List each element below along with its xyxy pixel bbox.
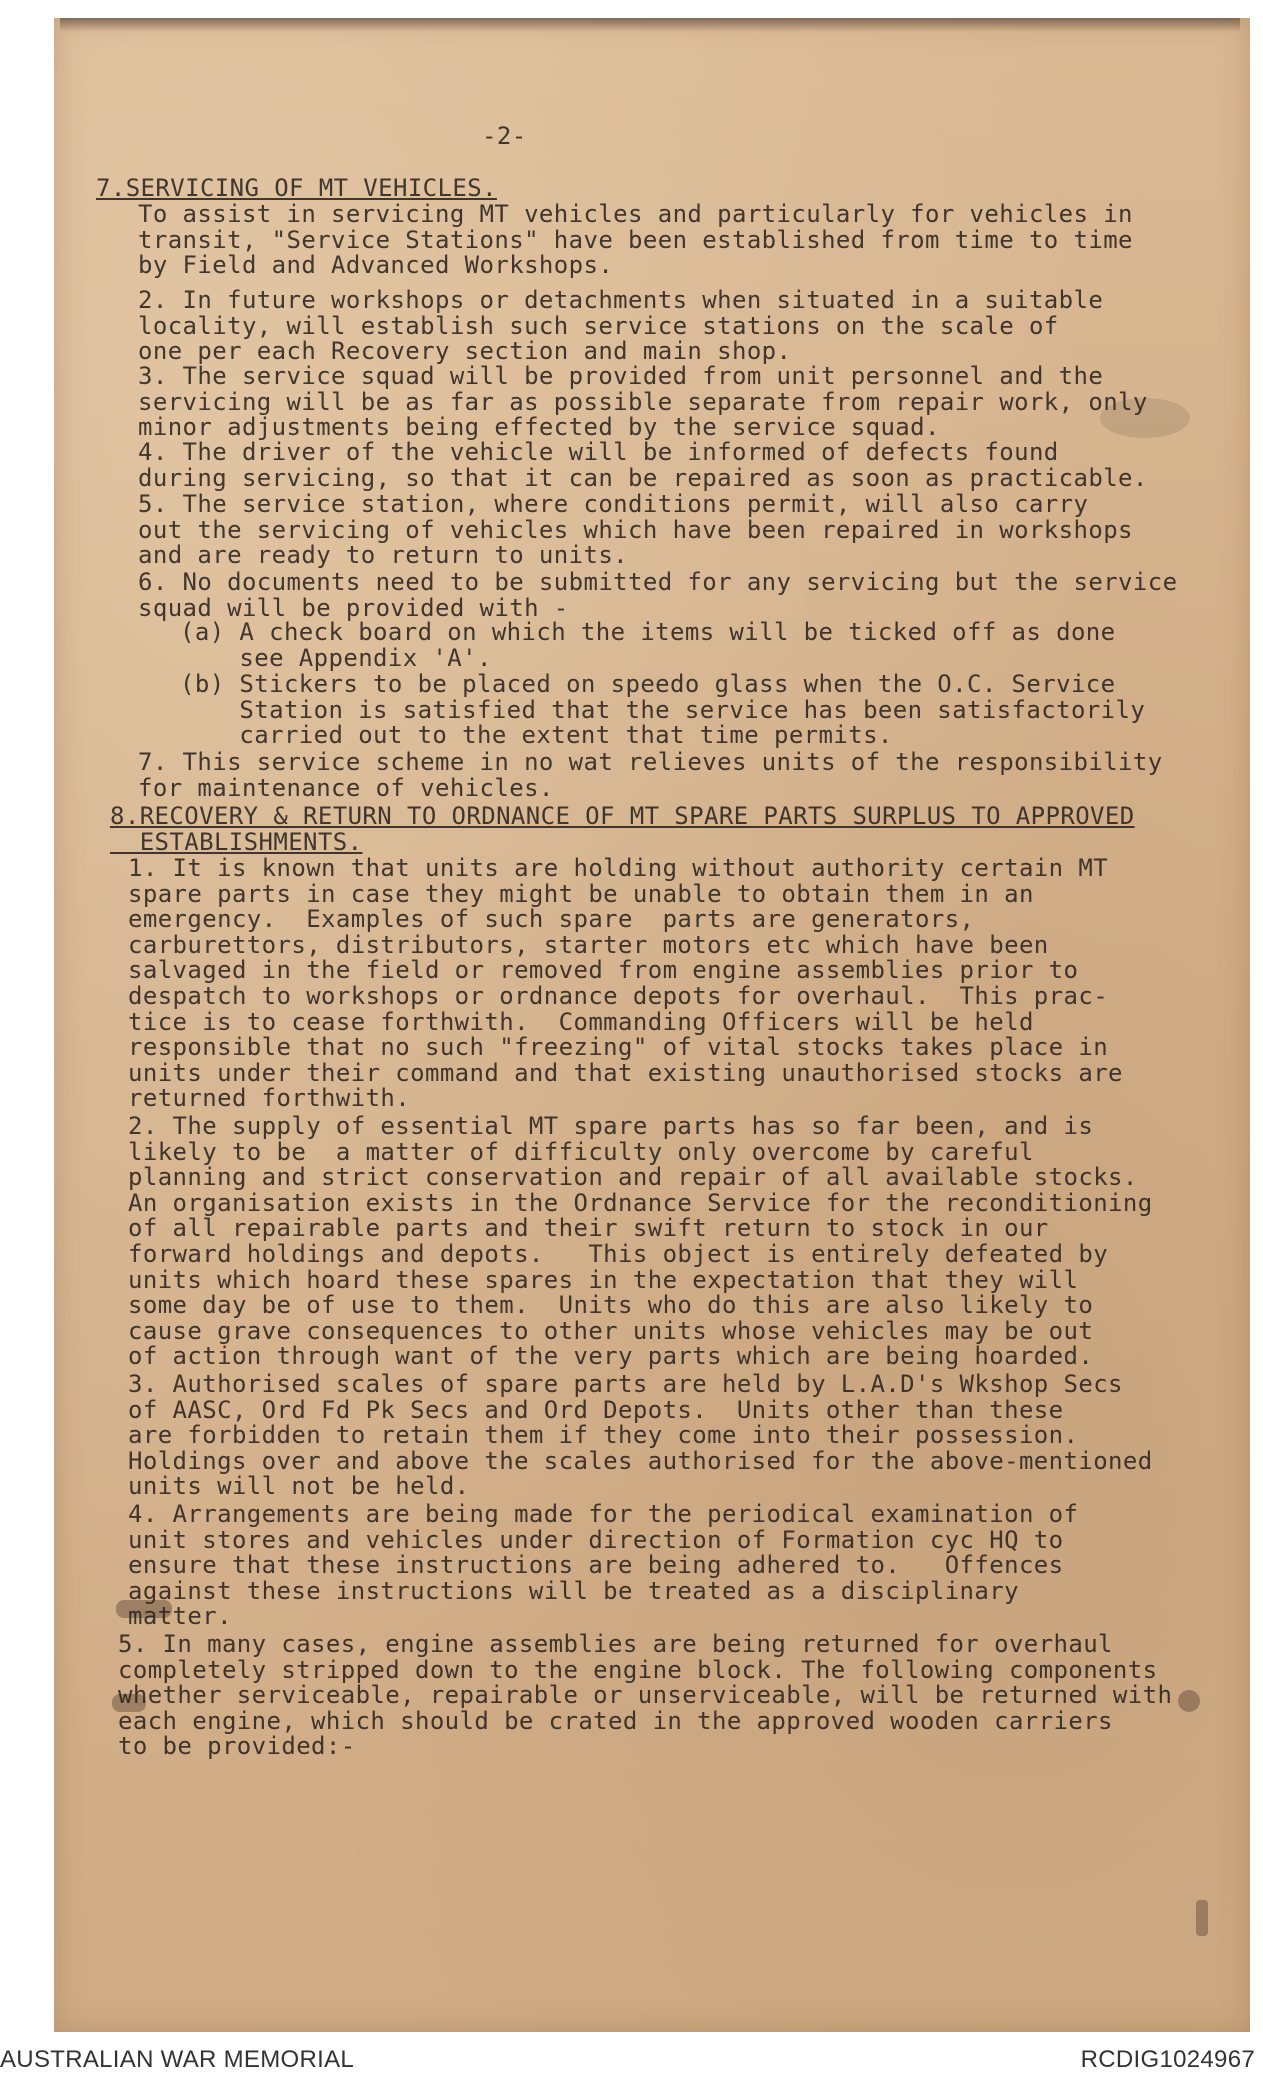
section-7-paragraph-5: 5. The service station, where conditions permit, will also carry out the servicing of vehicles which have been repaired in workshops and are ready to return to units. bbox=[138, 490, 1133, 570]
section-8-heading: 8.RECOVERY & RETURN TO ORDNANCE OF MT SPARE PARTS SURPLUS TO APPROVED ESTABLISHMENTS. bbox=[110, 802, 1135, 856]
section-7-paragraph-1: To assist in servicing MT vehicles and particularly for vehicles in transit, "Service Stations" have been established from time to time by Field and Advanced Workshops. bbox=[138, 200, 1133, 280]
section-7-item-b: (b) Stickers to be placed on speedo glass when the O.C. Service Station is satisfied that the service has been satisfactorily carried out to the extent that time permits. bbox=[180, 670, 1146, 750]
ink-blot bbox=[1178, 1690, 1200, 1712]
section-7-paragraph-6: 6. No documents need to be submitted for any servicing but the service squad will be provided with - bbox=[138, 568, 1178, 622]
section-8-paragraph-1: 1. It is known that units are holding without authority certain MT spare parts in case they might be unable to obtain them in an emergency. Examples of such spare parts are generators, carburettors, distributors, starter motors etc which have been salvaged in the field or removed from engine assemblies prior to despatch to workshops or ordnance depots for overhaul. This prac- tice is to cease forthwith. Commanding Officers will be held responsible that no such "freezing" of vital stocks takes place in units under their command and that existing unauthorised stocks are returned forthwith. bbox=[128, 854, 1123, 1113]
section-7-paragraph-4: 4. The driver of the vehicle will be informed of defects found during servicing, so that it can be repaired as soon as practicable. bbox=[138, 438, 1148, 492]
ink-blot bbox=[1196, 1900, 1208, 1936]
section-8-paragraph-4: 4. Arrangements are being made for the periodical examination of unit stores and vehicles under direction of Formation cyc HQ to ensure that these instructions are being adhered to. Offences against these instructions will be treated as a disciplinary matter. bbox=[128, 1500, 1079, 1631]
section-8-paragraph-5: 5. In many cases, engine assemblies are being returned for overhaul completely stripped down to the engine block. The following components whether serviceable, repairable or unserviceable, will be returned with each engine, which should be crated in the approved wooden carriers to be provided:- bbox=[118, 1630, 1173, 1761]
section-8-paragraph-3: 3. Authorised scales of spare parts are held by L.A.D's Wkshop Secs of AASC, Ord Fd Pk Secs and Ord Depots. Units other than these are forbidden to retain them if they come into their possession. Holdings over and above the scales authorised for the above-mentioned units will not be held. bbox=[128, 1370, 1153, 1501]
section-7-paragraph-3: 3. The service squad will be provided from unit personnel and the servicing will be as far as possible separate from repair work, only minor adjustments being effected by the service squad. bbox=[138, 362, 1148, 442]
section-8-paragraph-2: 2. The supply of essential MT spare parts has so far been, and is likely to be a matter of difficulty only overcome by careful planning and strict conservation and repair of all available stocks. An organisation exists in the Ordnance Service for the reconditioning of all repairable parts and their swift return to stock in our forward holdings and depots. This object is entirely defeated by units which hoard these spares in the expectation that they will some day be of use to them. Units who do this are also likely to cause grave consequences to other units whose vehicles may be out of action through want of the very parts which are being hoarded. bbox=[128, 1112, 1153, 1371]
section-7-paragraph-7: 7. This service scheme in no wat relieves units of the responsibility for maintenance of vehicles. bbox=[138, 748, 1163, 802]
section-7-paragraph-2: 2. In future workshops or detachments when situated in a suitable locality, will establish such service stations on the scale of one per each Recovery section and main shop. bbox=[138, 286, 1104, 366]
section-7-item-a: (a) A check board on which the items will be ticked off as done see Appendix 'A'. bbox=[180, 618, 1116, 672]
footer-source-label: AUSTRALIAN WAR MEMORIAL bbox=[0, 2046, 355, 2073]
footer-catalog-id: RCDIG1024967 bbox=[1080, 2046, 1255, 2073]
paper-top-edge bbox=[60, 18, 1240, 32]
section-7-heading: 7.SERVICING OF MT VEHICLES. bbox=[96, 174, 497, 202]
page-number: -2- bbox=[482, 122, 527, 150]
